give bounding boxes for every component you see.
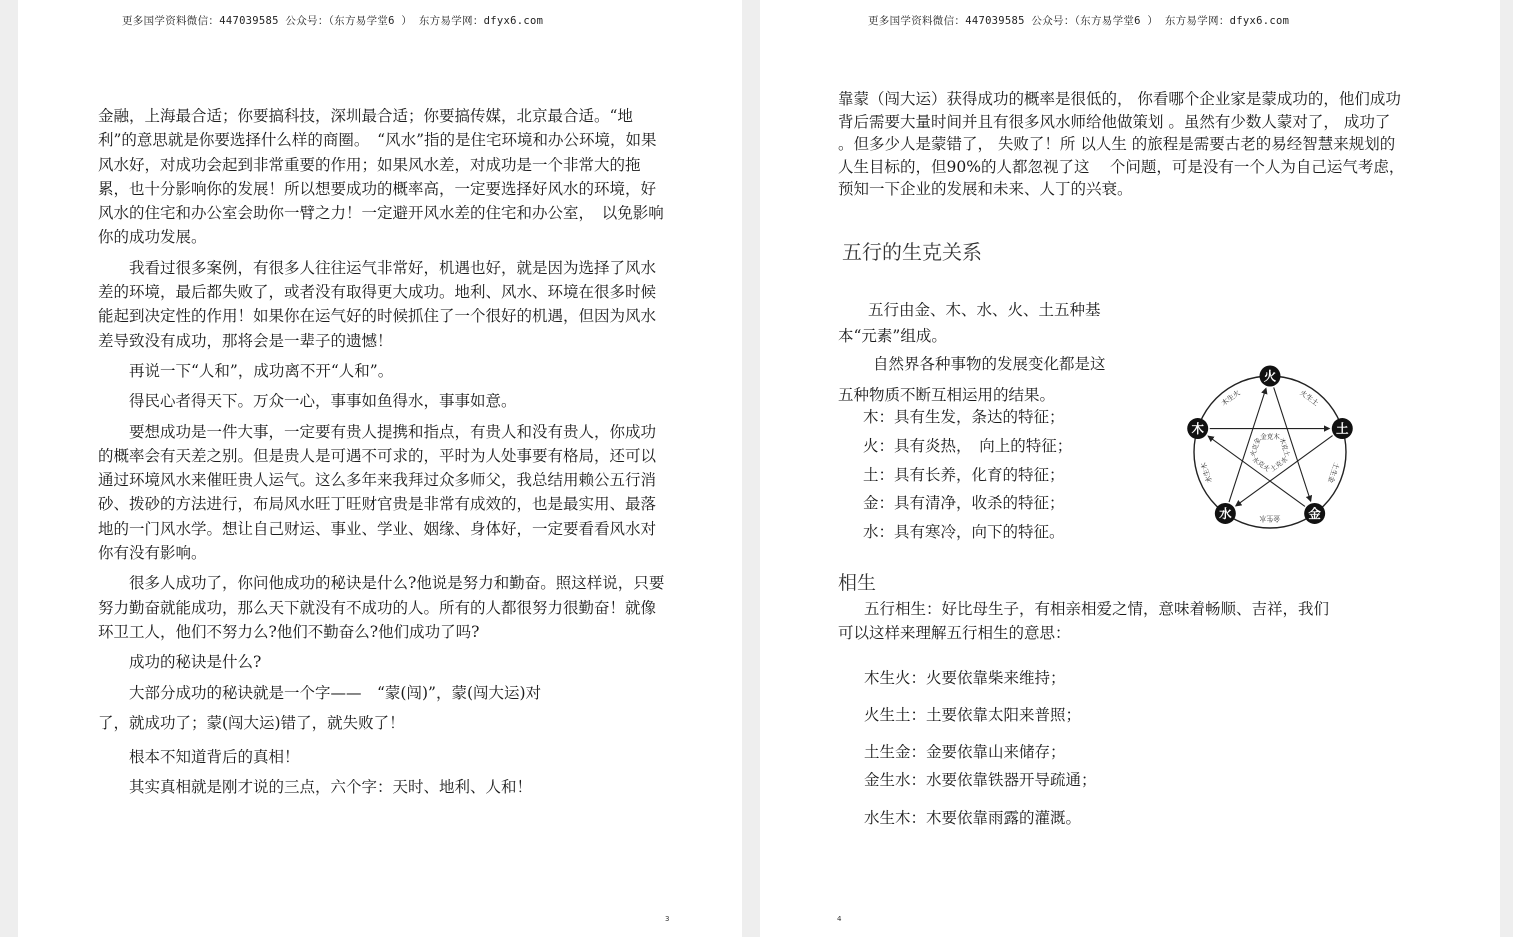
paragraph: 其实真相就是刚才说的三点，六个字：天时、地利、人和！ — [129, 778, 533, 797]
five-elements-diagram — [1175, 360, 1375, 538]
sheng-cycle-ring — [1194, 376, 1346, 528]
ke-label: 火克金 — [1248, 436, 1263, 458]
sheng-item: 土生金：金要依靠山来储存； — [864, 743, 1066, 761]
ke-label: 金克木 — [1260, 432, 1280, 441]
section-title: 五行的生克关系 — [842, 240, 982, 264]
paragraph: 我看过很多案例，有很多人往往运气非常好，机遇也好，就是因为选择了风水差的环境，最后都失败了，或者没有取得更大成功。地利、风水、环境在很多时候能起到决定性的作用！如果你在运气好的时候抓住了一个很好的机遇，但因为风水差导致没有成功，那将会是一辈子的遗憾！ — [98, 258, 657, 350]
sheng-item: 火生土：土要依靠太阳来普照； — [864, 706, 1082, 724]
page-number: 3 — [665, 915, 670, 923]
sheng-item: 金生水：水要依靠铁器开导疏通； — [864, 771, 1097, 789]
xiangsheng-line: 五行相生：好比母生子，有相亲相爱之情，意味着畅顺、吉祥，我们 — [864, 600, 1330, 618]
wuxing-line: 五行由金、木、水、火、土五种基 — [868, 301, 1101, 319]
element-node-label: 金 — [1308, 505, 1321, 521]
wuxing-line: 本“元素”组成。 — [838, 327, 947, 345]
ke-arrow — [1274, 387, 1311, 501]
page-header: 更多国学资料微信：447039585 公众号：（东方易学堂6 ） 东方易学网：dfyx6.com — [868, 15, 1290, 27]
sheng-label: 水生木 — [1199, 461, 1214, 484]
xiangsheng-line: 可以这样来理解五行相生的意思： — [838, 624, 1071, 642]
sheng-label: 土生金 — [1326, 461, 1341, 484]
paragraph: 要想成功是一件大事，一定要有贵人提携和指点，有贵人和没有贵人，你成功的概率会有天差之别。但是贵人是可遇不可求的，平时为人处事要有格局，还可以通过环境风水来催旺贵人运气。这么多年来我拜过众多师父，我总结用赖公五行消砂、拨砂的方法进行，布局风水旺丁旺财官贵是非常有成效的，也是最实用、最落地的一门风水学。想让自己财运、事业、学业、姻缘、身体好，一定要看看风水对你有没有影响。 — [98, 422, 657, 563]
paragraph: 得民心者得天下。万众一心，事事如鱼得水，事事如意。 — [129, 392, 517, 411]
sheng-label: 木生火 — [1220, 388, 1242, 408]
trait-item: 木：具有生发，条达的特征； — [863, 408, 1065, 426]
trait-item: 水：具有寒冷，向下的特征。 — [863, 523, 1065, 541]
ke-arrow — [1229, 388, 1266, 502]
paragraph: 金融，上海最合适；你要搞科技，深圳最合适；你要搞传媒，北京最合适。“地利”的意思就是你要选择什么样的商圈。 “风水”指的是住宅环境和办公环境，如果风水好，对成功会起到非常重要的作用；如果风水差，对成功是一个非常大的拖累，也十分影响你的发展！所以想要成功的概率高，一定要选择好风水的环境，好风水的住宅和办公室会助你一臂之力！一定避开风水差的住宅和办公室， 以免影响你的成功发展。 — [98, 107, 664, 247]
ke-label: 水克火 — [1250, 455, 1272, 474]
intro-paragraph: 靠蒙（闯大运）获得成功的概率是很低的， 你看哪个企业家是蒙成功的，他们成功背后需要大量时间并且有很多风水师给他做策划 。虽然有少数人蒙对了， 成功了 。但多少人是蒙错了， 失败了！所 以人生 的旅程是需要古老的易经智慧来规划的人生目标的，但90%的人都忽视了这 个问题，可是没有一个人为自己运气考虑， 预知一下企业的发展和未来、人丁的兴衰。 — [838, 90, 1405, 198]
trait-item: 土：具有长养，化育的特征； — [863, 466, 1065, 484]
sheng-item: 水生木：木要依靠雨露的灌溉。 — [864, 809, 1082, 827]
paragraph: 很多人成功了，你问他成功的秘诀是什么?他说是努力和勤奋。照这样说，只要努力勤奋就能成功，那么天下就没有不成功的人。所有的人都很努力很勤奋！就像环卫工人，他们不努力么?他们不勤奋么?他们成功了吗? — [98, 574, 665, 641]
wuxing-line: 自然界各种事物的发展变化都是这 — [873, 355, 1106, 373]
right-page — [760, 0, 1500, 937]
element-node-label: 木 — [1191, 421, 1204, 437]
paragraph: 大部分成功的秘诀就是一个字—— “蒙(闯)”，蒙(闯大运)对 — [129, 683, 542, 702]
ke-label: 木克土 — [1277, 436, 1292, 458]
ke-label: 土克水 — [1268, 455, 1290, 474]
left-page-body — [98, 104, 670, 800]
element-node-label: 土 — [1336, 421, 1349, 437]
paragraph: 再说一下“人和”，成功离不开“人和”。 — [129, 361, 394, 380]
ke-labels — [1248, 432, 1293, 474]
page-number: 4 — [837, 915, 842, 923]
trait-item: 金：具有清净，收杀的特征； — [863, 494, 1065, 512]
left-page — [18, 0, 742, 937]
element-node-label: 水 — [1219, 505, 1232, 521]
sheng-item: 木生火：火要依靠柴来维持； — [864, 669, 1066, 687]
sheng-label: 金生水 — [1259, 514, 1281, 523]
paragraph: 了，就成功了；蒙(闯大运)错了，就失败了！ — [98, 713, 405, 732]
page-header: 更多国学资料微信：447039585 公众号：（东方易学堂6 ） 东方易学网：dfyx6.com — [122, 15, 544, 27]
subsection-title: 相生 — [838, 572, 877, 594]
paragraph: 成功的秘诀是什么? — [129, 653, 262, 672]
paragraph: 根本不知道背后的真相！ — [129, 748, 300, 767]
sheng-label: 火生土 — [1298, 388, 1320, 408]
sheng-labels — [1199, 388, 1341, 524]
trait-item: 火：具有炎热， 向上的特征； — [863, 437, 1073, 455]
wuxing-line: 五种物质不断互相运用的结果。 — [838, 386, 1056, 404]
element-node-label: 火 — [1263, 368, 1277, 384]
